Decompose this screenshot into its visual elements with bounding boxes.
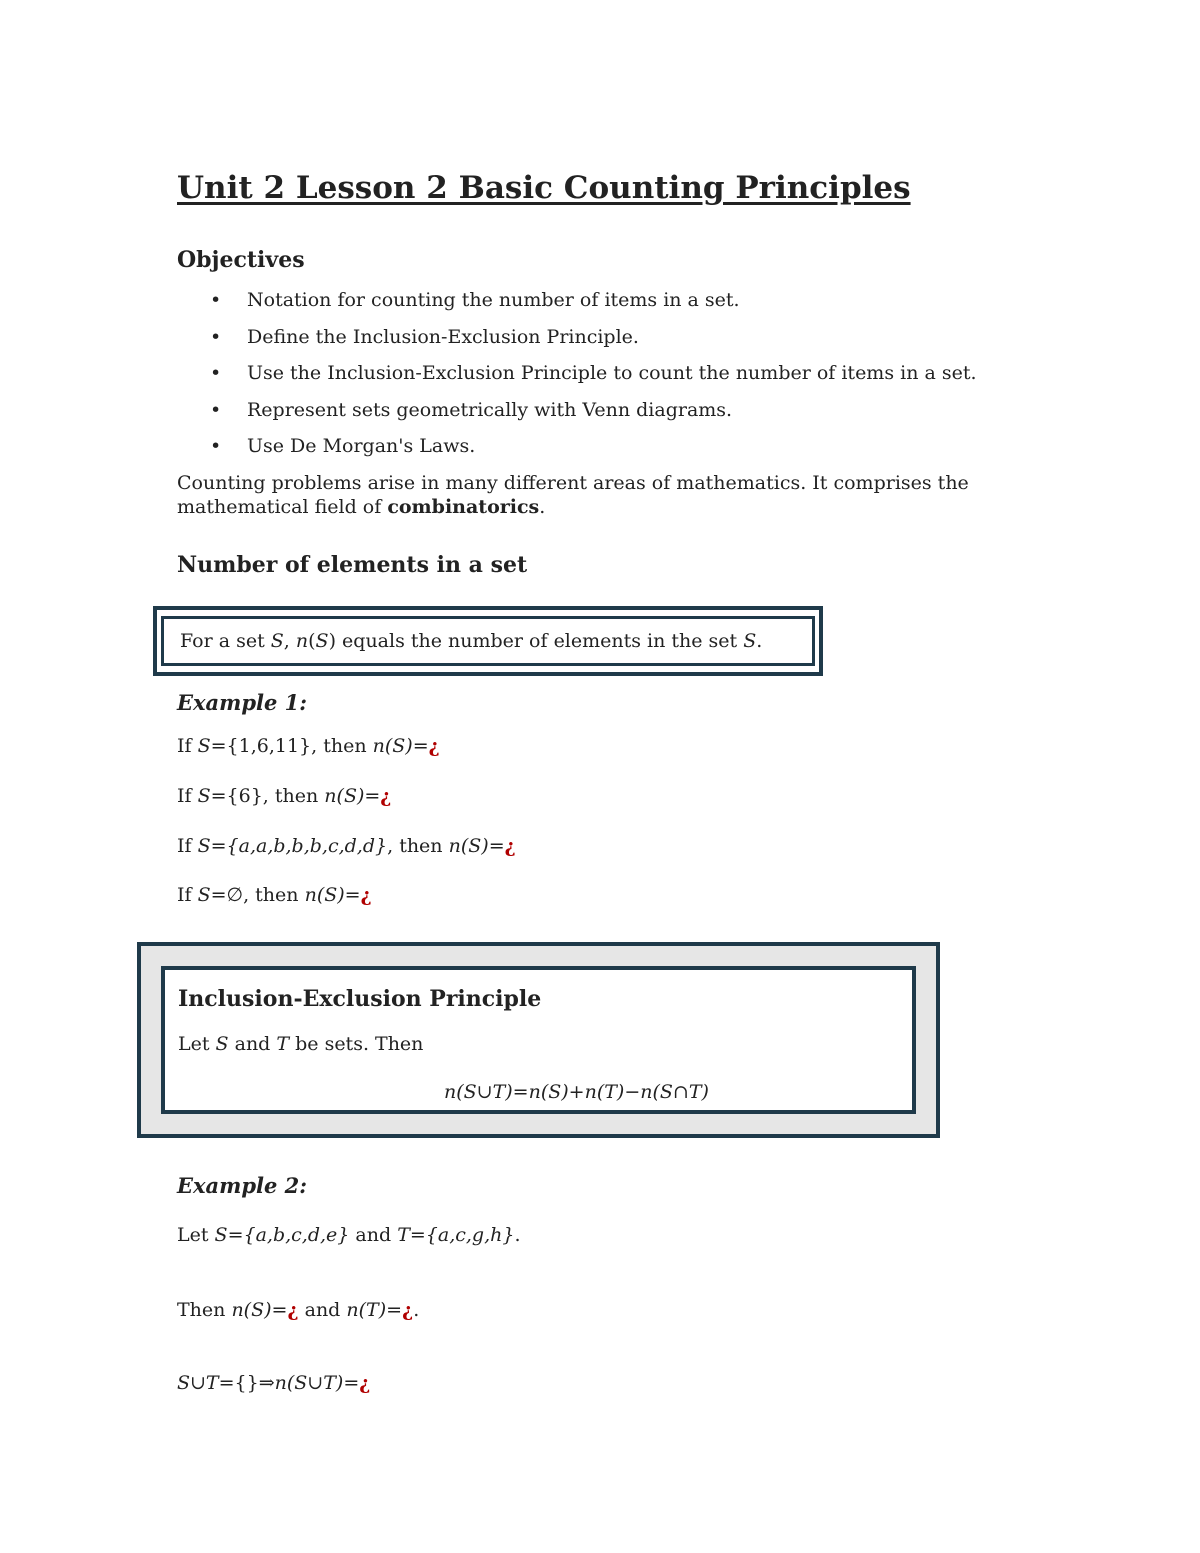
equals: = [210, 735, 227, 757]
equals: = [386, 1299, 403, 1321]
text: If [177, 835, 198, 857]
principle-box-inner [161, 966, 916, 1114]
definition-text [180, 629, 762, 653]
answer-blank: ¿ [504, 835, 516, 857]
intro-line-1: Counting problems arise in many different areas of mathematics. It comprises the [177, 472, 969, 494]
math-var: S [315, 630, 329, 652]
math-var: T [276, 1033, 290, 1055]
text: . [514, 1224, 521, 1246]
paren: ) [328, 630, 336, 652]
text: be sets. Then [289, 1033, 424, 1055]
math-expr: S∪T [177, 1372, 219, 1394]
example-2-line-1 [177, 1223, 521, 1247]
text: Let [177, 1224, 215, 1246]
math-arg: (S) [316, 884, 345, 906]
bullet-icon: • [210, 325, 222, 348]
intro-line-2 [177, 495, 545, 519]
math-expr: n(S) [231, 1299, 272, 1321]
equals: = [343, 1372, 360, 1394]
math-var: S [214, 1224, 228, 1246]
math-var: S [197, 884, 211, 906]
math-var: n [324, 785, 337, 807]
equals: = [409, 1224, 426, 1246]
intro-text: mathematical field of [177, 496, 388, 518]
text: , then [387, 835, 449, 857]
math-arg: (S) [460, 835, 489, 857]
math-var: S [270, 630, 284, 652]
definition-box-inner [161, 616, 815, 666]
set-literal: {} [234, 1372, 259, 1394]
page-title: Unit 2 Lesson 2 Basic Counting Principles [177, 170, 911, 206]
math-var: n [372, 735, 385, 757]
text: If [177, 785, 198, 807]
empty-set-symbol: ∅ [226, 884, 244, 906]
def-text: , [283, 630, 296, 652]
answer-blank: ¿ [402, 1299, 414, 1321]
math-var: n [304, 884, 317, 906]
bullet-icon: • [210, 362, 222, 384]
answer-blank: ¿ [287, 1299, 299, 1321]
implies-icon: ⇒ [258, 1372, 275, 1394]
math-arg: (S) [336, 785, 365, 807]
text: , then [311, 735, 373, 757]
definition-box [153, 606, 823, 676]
math-expr: n(S∪T) [274, 1372, 344, 1394]
answer-blank: ¿ [428, 735, 440, 757]
text: If [177, 735, 198, 757]
example-1-line [177, 834, 516, 858]
math-var: S [743, 630, 757, 652]
example-1-line [177, 883, 372, 907]
objective-text: Notation for counting the number of items in a set. [247, 289, 740, 311]
def-text: For a set [180, 630, 271, 652]
equals: = [412, 735, 429, 757]
section-heading-number-of-elements: Number of elements in a set [177, 552, 528, 578]
def-text: . [756, 630, 763, 652]
text: If [177, 884, 198, 906]
text: . [413, 1299, 420, 1321]
bullet-icon: • [210, 398, 222, 421]
set-literal: {a,c,g,h} [425, 1224, 515, 1246]
equals: = [218, 1372, 235, 1394]
equals: = [488, 835, 505, 857]
text: Let [178, 1033, 216, 1055]
objective-text: Represent sets geometrically with Venn diagrams. [247, 398, 733, 421]
set-literal: {a,a,b,b,b,c,d,d} [226, 835, 388, 857]
intro-period: . [539, 496, 546, 518]
example-2-label: Example 2: [177, 1173, 308, 1198]
math-var: n [295, 630, 309, 652]
equals: = [210, 884, 227, 906]
principle-let-line [178, 1032, 423, 1056]
equals: = [227, 1224, 244, 1246]
equals: = [364, 785, 381, 807]
text: Then [177, 1299, 232, 1321]
text: and [349, 1224, 398, 1246]
example-2-line-3 [177, 1371, 370, 1395]
objectives-heading: Objectives [177, 247, 305, 273]
math-var: S [197, 785, 211, 807]
principle-heading: Inclusion-Exclusion Principle [178, 986, 542, 1012]
math-var: S [197, 835, 211, 857]
text: , then [243, 884, 305, 906]
set-literal: {a,b,c,d,e} [243, 1224, 350, 1246]
equals: = [210, 835, 227, 857]
bullet-icon: • [210, 289, 222, 311]
equals: = [344, 884, 361, 906]
equals: = [271, 1299, 288, 1321]
objective-text: Use the Inclusion-Exclusion Principle to count the number of items in a set. [247, 362, 977, 384]
def-text: equals the number of elements in the set [336, 630, 744, 652]
set-literal: {1,6,11} [226, 735, 312, 757]
math-var: S [197, 735, 211, 757]
answer-blank: ¿ [359, 1372, 371, 1394]
math-var: S [215, 1033, 229, 1055]
paren: ( [308, 630, 316, 652]
math-expr: n(T) [346, 1299, 387, 1321]
set-literal: {6} [226, 785, 263, 807]
principle-formula: n(S∪T)=n(S)+n(T)−n(S∩T) [444, 1081, 709, 1103]
math-arg: (S) [384, 735, 413, 757]
text: , then [262, 785, 325, 807]
math-var: T [397, 1224, 410, 1246]
example-1-line [177, 734, 440, 758]
example-1-line [177, 784, 391, 808]
text: and [298, 1299, 347, 1321]
example-1-label: Example 1: [177, 690, 308, 715]
answer-blank: ¿ [360, 884, 372, 906]
combinatorics-term: combinatorics [387, 496, 540, 518]
principle-box [137, 942, 940, 1138]
text: and [228, 1033, 277, 1055]
bullet-icon: • [210, 435, 222, 457]
answer-blank: ¿ [380, 785, 392, 807]
objective-text: Define the Inclusion-Exclusion Principle. [247, 325, 639, 348]
math-var: n [448, 835, 461, 857]
equals: = [210, 785, 227, 807]
objective-text: Use De Morgan's Laws. [247, 435, 476, 457]
example-2-line-2 [177, 1298, 419, 1322]
